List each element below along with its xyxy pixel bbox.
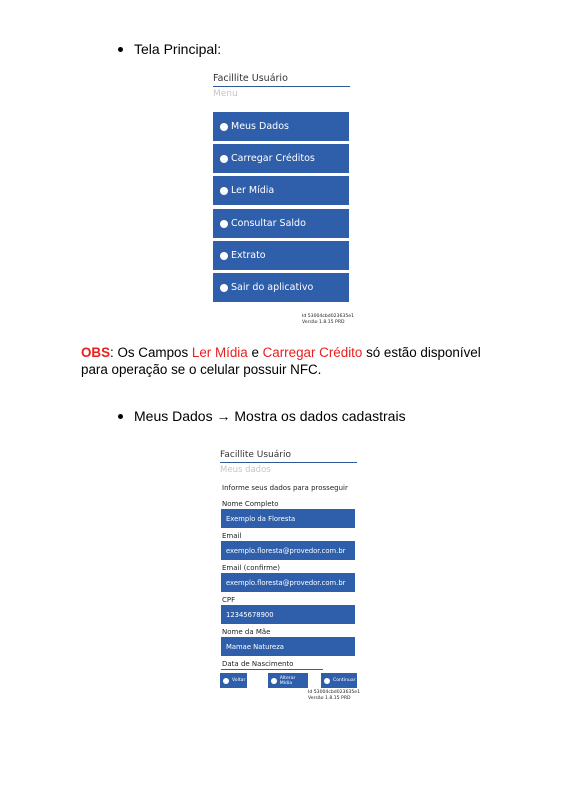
menu-button-meus-dados[interactable]	[213, 112, 349, 141]
main-title-rule	[213, 86, 350, 87]
menu-icon	[220, 284, 228, 292]
menu-button-extrato[interactable]	[213, 241, 349, 270]
menu-icon	[220, 187, 228, 195]
media-icon	[271, 678, 277, 684]
menu-button-sair[interactable]	[213, 273, 349, 302]
field-label-nascimento: Data de Nascimento	[222, 660, 294, 668]
alterar-midia-button[interactable]	[268, 673, 308, 688]
obs-text-1: : Os Campos	[110, 345, 192, 360]
menu-label: Ler Mídia	[231, 185, 275, 196]
data-title-rule	[220, 462, 357, 463]
main-app-title: Facillite Usuário	[213, 73, 288, 84]
obs-field-carregar-credito: Carregar Crédito	[262, 345, 363, 360]
field-label-email: Email	[222, 532, 242, 540]
continue-icon	[324, 678, 330, 684]
field-label-email-confirm: Email (confirme)	[222, 564, 280, 572]
obs-text-2: e	[247, 345, 263, 360]
menu-label: Carregar Créditos	[231, 153, 315, 164]
obs-label: OBS	[81, 345, 111, 360]
continuar-label: Continuar	[333, 678, 356, 683]
bullet-text: Meus Dados → Mostra os dados cadastrais	[134, 408, 406, 424]
voltar-button[interactable]	[220, 673, 247, 688]
field-label-nome: Nome Completo	[222, 500, 279, 508]
field-label-mae: Nome da Mãe	[222, 628, 271, 636]
email-confirm-input[interactable]: exemplo.floresta@provedor.com.br	[221, 573, 355, 592]
back-icon	[223, 678, 229, 684]
continuar-button[interactable]	[321, 673, 357, 688]
menu-label: Meus Dados	[231, 121, 289, 132]
menu-icon	[220, 123, 228, 131]
menu-icon	[220, 220, 228, 228]
obs-text-3: só estão disponível para operação se o celular possuir NFC.	[81, 345, 481, 377]
alterar-midia-label: Alterar Mídia	[279, 675, 296, 686]
device-id: Id 53004cbd023635e1	[302, 314, 354, 319]
data-app-title: Facillite Usuário	[220, 450, 291, 460]
nome-completo-input[interactable]: Exemplo da Floresta	[221, 509, 355, 528]
device-id: Id 53004cbd023635e1	[308, 690, 360, 695]
bullet-dot	[118, 414, 123, 419]
nome-mae-input[interactable]: Mamae Natureza	[221, 637, 355, 656]
main-subtitle: Menu	[213, 89, 238, 99]
menu-icon	[220, 252, 228, 260]
bullet-tela-principal	[118, 40, 221, 58]
version-text: Versão 1.8.15 PRD	[308, 696, 351, 701]
menu-icon	[220, 155, 228, 163]
menu-label: Extrato	[231, 250, 266, 261]
cpf-input[interactable]: 12345678900	[221, 605, 355, 624]
obs-field-ler-midia: Ler Mídia	[191, 345, 248, 360]
data-subtitle: Meus dados	[220, 465, 271, 475]
menu-label: Consultar Saldo	[231, 218, 306, 229]
obs-paragraph	[81, 344, 501, 378]
bullet-dot	[118, 47, 123, 52]
bullet-meus-dados	[118, 407, 406, 425]
data-instruction: Informe seus dados para prosseguir	[222, 484, 348, 492]
menu-button-carregar-creditos[interactable]	[213, 144, 349, 173]
menu-label: Sair do aplicativo	[231, 282, 314, 293]
menu-button-consultar-saldo[interactable]	[213, 209, 349, 238]
field-label-cpf: CPF	[222, 596, 236, 604]
menu-button-ler-midia[interactable]	[213, 176, 349, 205]
birth-date-underline[interactable]	[221, 669, 323, 670]
email-input[interactable]: exemplo.floresta@provedor.com.br	[221, 541, 355, 560]
data-version-info	[308, 690, 360, 702]
voltar-label: Voltar	[232, 678, 246, 683]
version-text: Versão 1.8.15 PRD	[302, 320, 345, 325]
main-version-info	[302, 314, 354, 326]
bullet-text: Tela Principal:	[134, 41, 222, 57]
